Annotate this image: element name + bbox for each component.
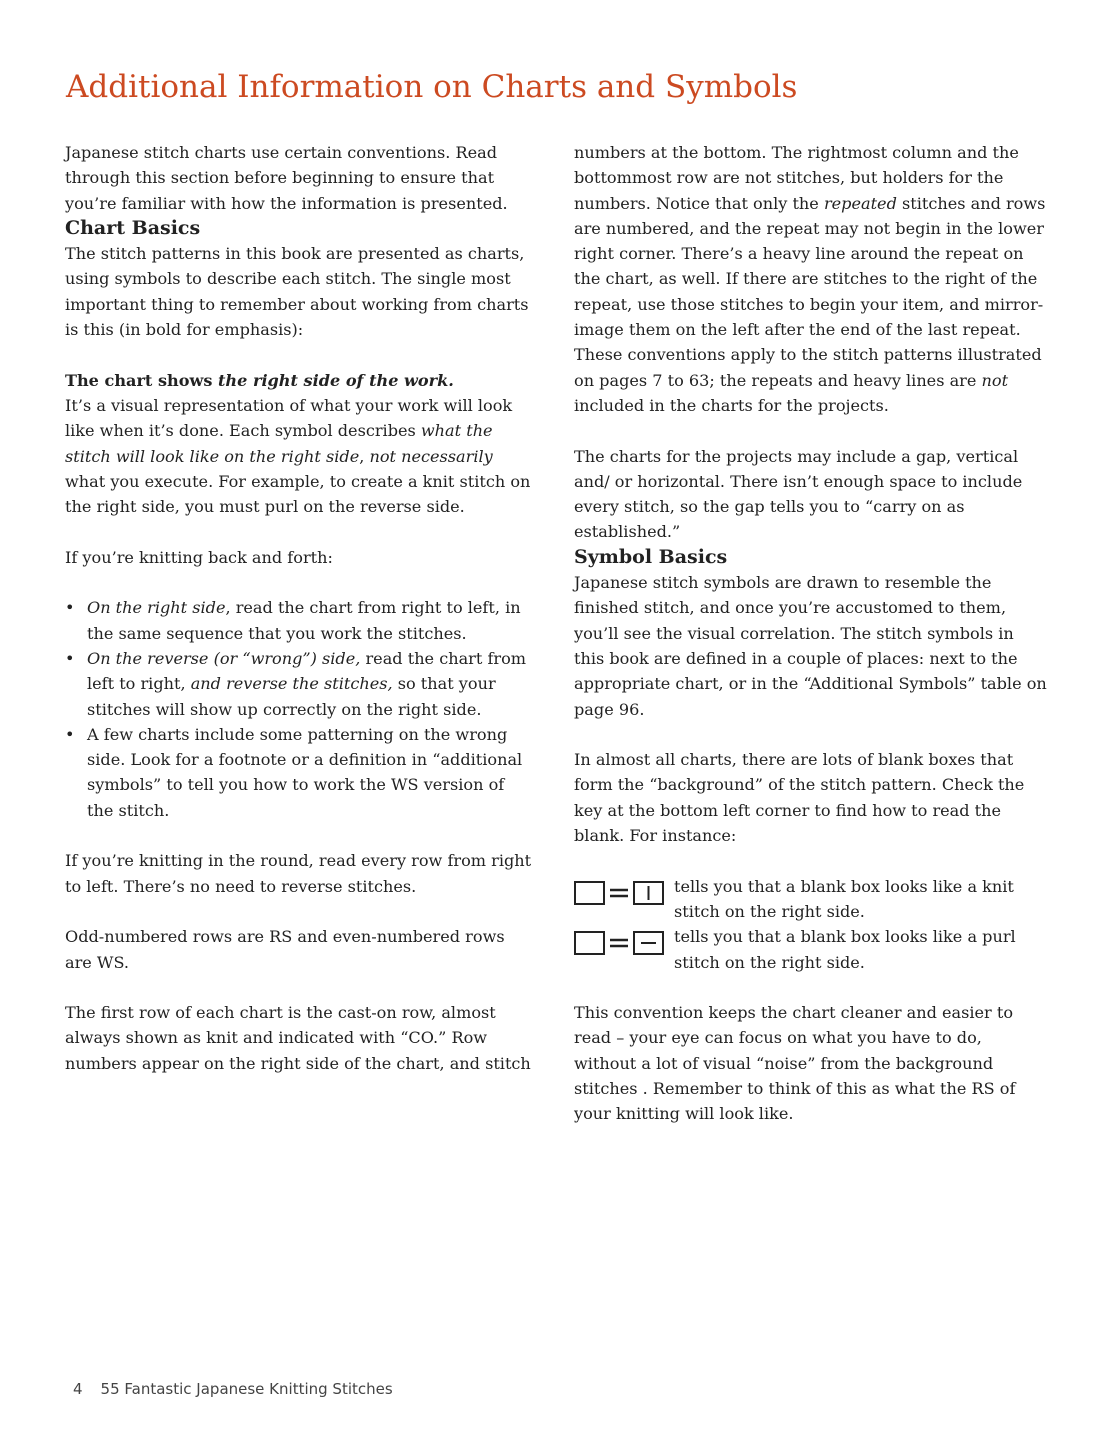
bullet-2-emphasis-2: and reverse the stitches, [190,674,393,694]
list-item [65,722,535,823]
symbol-basics-paragraph: Japanese stitch symbols are drawn to resemble the finished stitch, and once you’re accustomed to them, you’ll see the visual correlation. The stitch symbols in this book are defined in a couple of places: next to the appropriate chart, or in the “Additional Symbols” table on page 96. [574,573,1047,719]
symbol-basics-heading: Symbol Basics [574,545,728,568]
right-column [574,140,1048,1127]
intro-paragraph: Japanese stitch charts use certain conventions. Read through this section before beginning to ensure that you’re familiar with how the information is presented. [65,143,508,213]
visual-text-1: It’s a visual representation of what your work will look like when it’s done. Each symbol describes [65,395,513,441]
visual-representation-paragraph [65,393,535,519]
numbering-text-5: included in the charts for the projects. [574,395,889,415]
purl-key-description: tells you that a blank box looks like a purl stitch on the right side. [674,927,1016,972]
in-the-round-paragraph: If you’re knitting in the round, read every row from right to left. There’s no need to reverse stitches. [65,851,532,896]
right-side-statement-lead: The chart shows [65,370,218,390]
book-title: 55 Fantastic Japanese Knitting Stitches [100,1380,393,1398]
knit-key-example [574,874,1048,925]
chart-basics-heading: Chart Basics [65,216,201,239]
blank-box-equals-knit-symbol-icon [574,881,666,905]
right-side-statement-emphasis: the right side of the work. [217,370,454,390]
gap-paragraph: The charts for the projects may include a gap, vertical and/ or horizontal. There isn’t enough space to include every stitch, so the gap tells you to “carry on as established.” [574,446,1023,542]
bullet-3-text: A few charts include some patterning on the wrong side. Look for a footnote or a definition in “additional symbols” to tell you how to work the WS version of the stitch. [87,724,523,820]
bullet-1-emphasis: On the right side [87,598,226,618]
numbering-text-3: stitches and rows are numbered, and the repeat may not begin in the lower right corner. There’s a heavy line around the repeat on the chart, as well. If there are stitches to the right of the repeat, use those stitches to begin your item, and mirror-image them on the left after the end of the last repeat. These conventions apply to the stitch patterns illustrated on pages 7 to 63; the repeats and heavy lines are [574,193,1046,390]
list-item [65,646,535,722]
bullet-2-text: read the chart from left to right, [87,648,527,694]
bullet-1-text: , read the chart from right to left, in the same sequence that you work the stitches. [87,598,521,643]
bullet-2-text-2: so that your stitches will show up correctly on the right side. [87,674,496,719]
bullet-2-emphasis: On the reverse (or “wrong”) side, [87,648,361,668]
knitting-bullet-list [65,595,535,823]
first-row-paragraph: The first row of each chart is the cast-on row, almost always shown as knit and indicated with “CO.” Row numbers appear on the right side of the chart, and stitch [65,1003,531,1073]
left-column [65,140,535,1076]
page-footer [73,1380,393,1398]
convention-paragraph: This convention keeps the chart cleaner and easier to read – your eye can focus on what you have to do, without a lot of visual “noise” from the background stitches . Remember to think of this as what the RS of your knitting will look like. [574,1003,1016,1124]
numbering-text-4: not [981,370,1009,390]
list-item [65,595,535,646]
purl-key-example [574,924,1048,975]
page-title: Additional Information on Charts and Symbols [66,69,798,105]
chart-numbering-paragraph [574,140,1048,418]
page-number: 4 [73,1380,83,1398]
knit-key-description: tells you that a blank box looks like a knit stitch on the right side. [674,876,1014,921]
odd-even-rows-paragraph: Odd-numbered rows are RS and even-numbered rows are WS. [65,927,505,972]
visual-text-3: , [359,446,370,466]
numbering-text-1: numbers at the bottom. The rightmost column and the bottommost row are not stitches, but holders for the numbers. Notice that only the [574,143,1019,213]
blank-boxes-paragraph: In almost all charts, there are lots of blank boxes that form the “background” of the stitch pattern. Check the key at the bottom left corner to find how to read the blank. For instance: [574,750,1025,846]
visual-text-4: not necessarily [369,446,493,466]
blank-box-equals-purl-symbol-icon [574,931,666,955]
back-and-forth-paragraph: If you’re knitting back and forth: [65,547,333,567]
right-side-statement [65,368,535,393]
visual-text-2: what the stitch will look like on the right side [65,421,493,466]
visual-text-5: what you execute. For example, to create a knit stitch on the right side, you must purl on the reverse side. [65,471,531,517]
chart-basics-paragraph: The stitch patterns in this book are presented as charts, using symbols to describe each stitch. The single most important thing to remember about working from charts is this (in bold for emphasis): [65,244,529,340]
numbering-text-2: repeated [823,193,897,213]
